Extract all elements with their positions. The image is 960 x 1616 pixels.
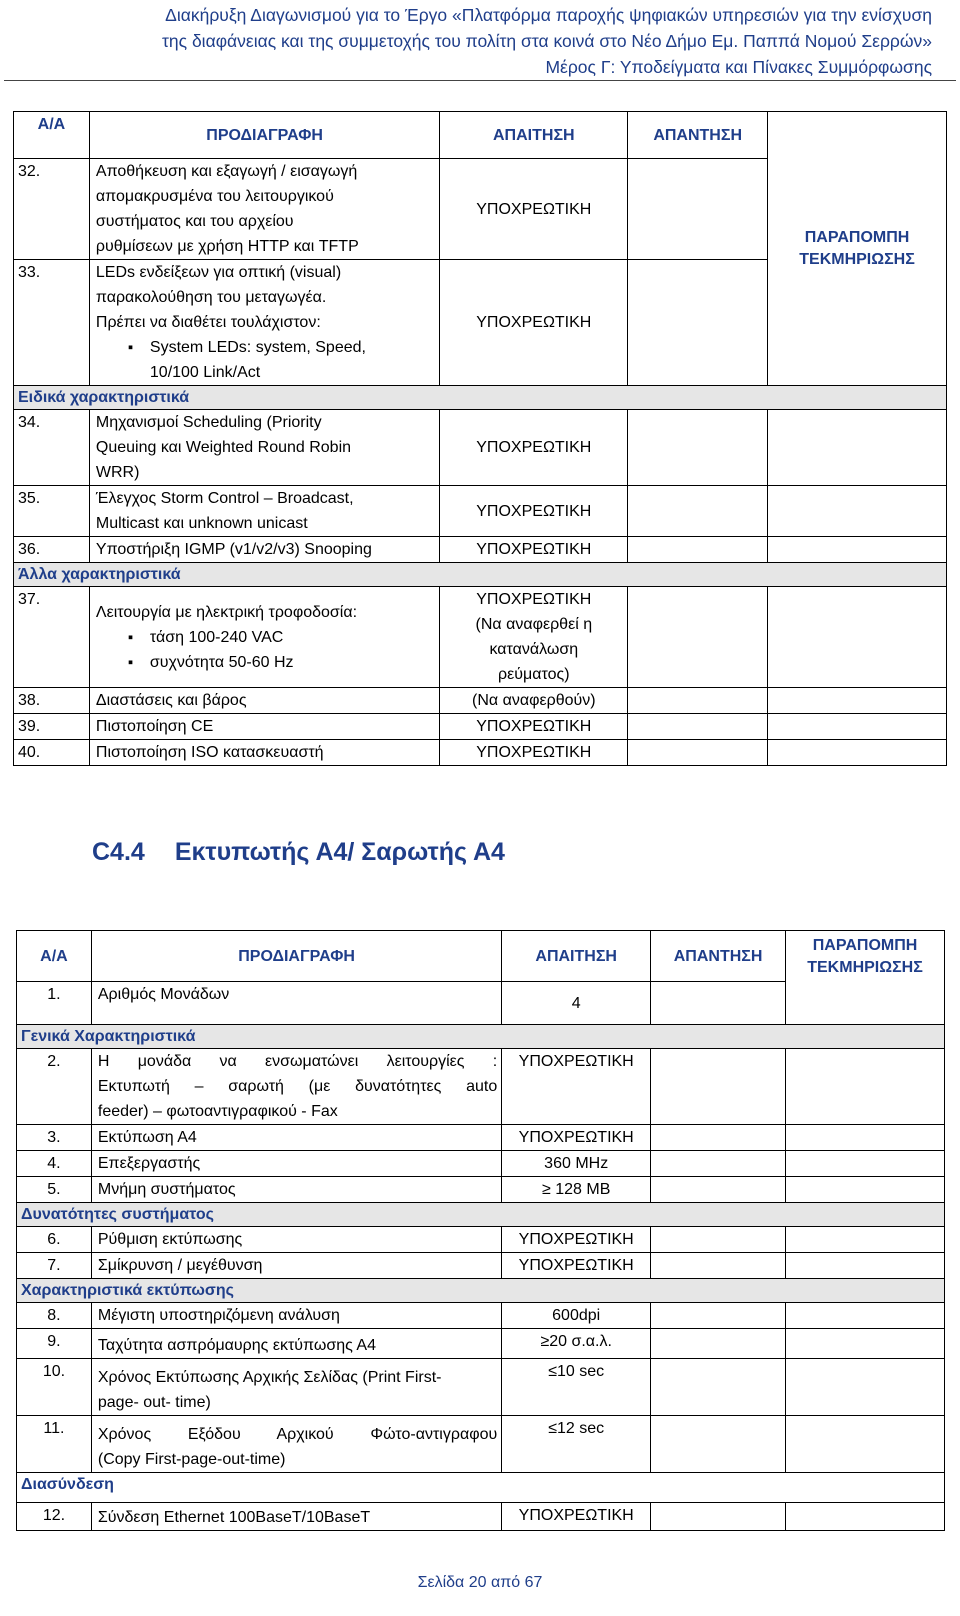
answer-cell[interactable] xyxy=(628,486,768,537)
section-label: Χαρακτηριστικά εκτύπωσης xyxy=(17,1279,945,1303)
header-ref-line-1: ΠΑΡΑΠΟΜΠΗ xyxy=(804,228,910,246)
reference-cell[interactable] xyxy=(786,1359,945,1416)
row-number: 39. xyxy=(14,714,90,740)
spec-line: συστήματος και του αρχείου xyxy=(95,213,294,230)
bullet-list xyxy=(96,625,435,675)
answer-cell[interactable] xyxy=(628,688,768,714)
spec-cell: Πιστοποίηση CE xyxy=(89,714,439,740)
answer-cell[interactable] xyxy=(651,1049,786,1125)
answer-cell[interactable] xyxy=(628,410,768,486)
bullet-item: ▪ συχνότητα 50-60 Hz xyxy=(128,650,435,675)
requirement-cell: ΥΠΟΧΡΕΩΤΙΚΗ xyxy=(502,1253,651,1279)
requirement-cell: ΥΠΟΧΡΕΩΤΙΚΗ xyxy=(440,486,628,537)
answer-cell[interactable] xyxy=(651,1227,786,1253)
row-number: 33. xyxy=(14,260,90,386)
spec-line: Εκτυπωτή – σαρωτή (με δυνατότητες auto xyxy=(97,1078,498,1095)
table-row xyxy=(17,1416,945,1473)
table-row xyxy=(17,1359,945,1416)
answer-cell[interactable] xyxy=(628,740,768,766)
spec-cell xyxy=(89,410,439,486)
answer-cell[interactable] xyxy=(651,1359,786,1416)
spec-line: Έλεγχος Storm Control – Broadcast, xyxy=(95,490,354,507)
spec-line: Λειτουργία με ηλεκτρική τροφοδοσία: xyxy=(95,603,358,621)
header-ref-line-2: ΤΕΚΜΗΡΙΩΣΗΣ xyxy=(807,959,923,976)
spec-line: page- out- time) xyxy=(97,1394,211,1411)
section-heading: Εκτυπωτής Α4/ Σαρωτής Α4 xyxy=(174,838,505,866)
header-ref xyxy=(786,931,945,1025)
answer-cell[interactable] xyxy=(628,537,768,563)
requirement-cell: ≤12 sec xyxy=(502,1416,651,1473)
requirement-cell: ΥΠΟΧΡΕΩΤΙΚΗ xyxy=(502,1227,651,1253)
row-number: 40. xyxy=(14,740,90,766)
spec-cell xyxy=(91,1049,501,1125)
spec-cell: Πιστοποίηση ISO κατασκευαστή xyxy=(89,740,439,766)
reference-cell[interactable] xyxy=(768,688,947,714)
requirement-cell: ΥΠΟΧΡΕΩΤΙΚΗ xyxy=(502,1125,651,1151)
reference-cell[interactable] xyxy=(768,740,947,766)
answer-cell[interactable] xyxy=(651,1151,786,1177)
section-row xyxy=(14,386,947,410)
bullet-text: 10/100 Link/Act xyxy=(149,364,261,381)
requirement-cell: ΥΠΟΧΡΕΩΤΙΚΗ xyxy=(440,740,628,766)
table-row xyxy=(14,740,947,766)
answer-cell[interactable] xyxy=(628,159,768,260)
row-number: 5. xyxy=(17,1177,92,1203)
section-label: Άλλα χαρακτηριστικά xyxy=(14,563,947,587)
compliance-table-switch xyxy=(13,111,947,766)
header-ref-line-2: ΤΕΚΜΗΡΙΩΣΗΣ xyxy=(799,250,915,268)
spec-cell: Ταχύτητα ασπρόμαυρης εκτύπωσης Α4 xyxy=(91,1329,501,1359)
spec-line: Queuing και Weighted Round Robin xyxy=(95,439,352,456)
answer-cell[interactable] xyxy=(651,1503,786,1531)
spec-cell xyxy=(89,260,439,386)
row-number: 4. xyxy=(17,1151,92,1177)
section-row xyxy=(17,1025,945,1049)
requirement-cell: ΥΠΟΧΡΕΩΤΙΚΗ xyxy=(440,260,628,386)
spec-cell xyxy=(91,1359,501,1416)
table-row xyxy=(14,486,947,537)
header-req: ΑΠΑΙΤΗΣΗ xyxy=(502,931,651,982)
spec-cell: Διαστάσεις και βάρος xyxy=(89,688,439,714)
answer-cell[interactable] xyxy=(651,1125,786,1151)
reference-cell[interactable] xyxy=(768,486,947,537)
table-row xyxy=(17,1177,945,1203)
page-footer: Σελίδα 20 από 67 xyxy=(417,1574,543,1591)
row-number: 7. xyxy=(17,1253,92,1279)
answer-cell[interactable] xyxy=(651,1253,786,1279)
section-label: Ειδικά χαρακτηριστικά xyxy=(14,386,947,410)
requirement-cell: 600dpi xyxy=(502,1303,651,1329)
spec-line: παρακολούθηση του μεταγωγέα. xyxy=(95,289,327,306)
answer-cell[interactable] xyxy=(628,587,768,688)
spec-line: feeder) – φωτοαντιγραφικού - Fax xyxy=(97,1103,338,1120)
section-row xyxy=(14,563,947,587)
section-row xyxy=(17,1279,945,1303)
bullet-text: System LEDs: system, Speed, xyxy=(149,339,366,356)
req-line: ρεύματος) xyxy=(498,666,570,683)
answer-cell[interactable] xyxy=(628,260,768,386)
spec-line: WRR) xyxy=(95,464,140,481)
row-number: 11. xyxy=(17,1416,92,1473)
table-row xyxy=(14,537,947,563)
reference-cell[interactable] xyxy=(786,1177,945,1203)
table-row xyxy=(17,1303,945,1329)
table-row xyxy=(17,1503,945,1531)
answer-cell[interactable] xyxy=(651,1177,786,1203)
requirement-cell: 360 MHz xyxy=(502,1151,651,1177)
answer-cell[interactable] xyxy=(651,1303,786,1329)
section-row xyxy=(17,1473,945,1503)
row-number: 38. xyxy=(14,688,90,714)
header-divider xyxy=(4,80,956,81)
spec-line: LEDs ενδείξεων για οπτική (visual) xyxy=(95,264,342,281)
spec-line: Μηχανισμοί Scheduling (Priority xyxy=(95,414,322,431)
reference-cell[interactable] xyxy=(768,714,947,740)
table-header-row xyxy=(17,931,945,982)
header-ref xyxy=(768,112,947,386)
table-row xyxy=(17,1227,945,1253)
reference-cell[interactable] xyxy=(786,1253,945,1279)
reference-cell[interactable] xyxy=(786,1049,945,1125)
answer-cell[interactable] xyxy=(651,1329,786,1359)
row-number: 32. xyxy=(14,159,90,260)
requirement-cell: 4 xyxy=(502,982,651,1025)
compliance-table-printer xyxy=(16,930,945,1531)
spec-cell: Μνήμη συστήματος xyxy=(91,1177,501,1203)
spec-cell: Σμίκρυνση / μεγέθυνση xyxy=(91,1253,501,1279)
row-number: 10. xyxy=(17,1359,92,1416)
row-number: 37. xyxy=(14,587,90,688)
table-row xyxy=(17,1125,945,1151)
req-line: ΥΠΟΧΡΕΩΤΙΚΗ xyxy=(476,591,592,608)
table-row xyxy=(14,714,947,740)
spec-cell xyxy=(91,1416,501,1473)
spec-line: Η μονάδα να ενσωματώνει λειτουργίες : xyxy=(97,1053,498,1070)
spec-line: Χρόνος Εκτύπωσης Αρχικής Σελίδας (Print First- xyxy=(97,1369,442,1386)
bullet-item xyxy=(128,335,435,385)
section-label: Δυνατότητες συστήματος xyxy=(17,1203,945,1227)
reference-cell[interactable] xyxy=(786,1125,945,1151)
reference-cell[interactable] xyxy=(786,1303,945,1329)
header-aa: Α/Α xyxy=(17,931,92,982)
row-number: 8. xyxy=(17,1303,92,1329)
spec-cell: Σύνδεση Ethernet 100BaseT/10BaseT xyxy=(91,1503,501,1531)
reference-cell[interactable] xyxy=(786,1416,945,1473)
header-aa: Α/Α xyxy=(14,112,90,159)
header-line-1: Διακήρυξη Διαγωνισμού για το Έργο «Πλατφόρμα παροχής ψηφιακών υπηρεσιών για την ενίσχυση xyxy=(165,5,932,25)
header-ans: ΑΠΑΝΤΗΣΗ xyxy=(651,931,786,982)
requirement-cell: ≥20 σ.α.λ. xyxy=(502,1329,651,1359)
row-number: 2. xyxy=(17,1049,92,1125)
reference-cell[interactable] xyxy=(786,1503,945,1531)
header-line-2: της διαφάνειας και της συμμετοχής του πολίτη στα κοινά στο Νέο Δήμο Εμ. Παππά Νομού Σερρών» xyxy=(162,31,932,51)
row-number: 3. xyxy=(17,1125,92,1151)
spec-cell xyxy=(89,486,439,537)
header-ans: ΑΠΑΝΤΗΣΗ xyxy=(628,112,768,159)
spec-cell: Υποστήριξη IGMP (v1/v2/v3) Snooping xyxy=(89,537,439,563)
row-number: 9. xyxy=(17,1329,92,1359)
section-label: Διασύνδεση xyxy=(17,1473,945,1503)
spec-cell: Ρύθμιση εκτύπωσης xyxy=(91,1227,501,1253)
table-row xyxy=(17,1253,945,1279)
header-req: ΑΠΑΙΤΗΣΗ xyxy=(440,112,628,159)
reference-cell[interactable] xyxy=(786,1151,945,1177)
reference-cell[interactable] xyxy=(768,537,947,563)
bullet-item: ▪ τάση 100-240 VAC xyxy=(128,625,435,650)
table-row xyxy=(17,1151,945,1177)
requirement-cell xyxy=(440,587,628,688)
spec-line: Χρόνος Εξόδου Αρχικού Φώτο-αντιγραφου xyxy=(97,1426,498,1443)
table-row xyxy=(14,587,947,688)
row-number: 6. xyxy=(17,1227,92,1253)
spec-line: (Copy First-page-out-time) xyxy=(97,1451,286,1468)
spec-cell xyxy=(89,159,439,260)
reference-cell[interactable] xyxy=(768,587,947,688)
requirement-cell: ΥΠΟΧΡΕΩΤΙΚΗ xyxy=(440,410,628,486)
requirement-cell: (Να αναφερθούν) xyxy=(440,688,628,714)
section-row xyxy=(17,1203,945,1227)
spec-cell: Εκτύπωση Α4 xyxy=(91,1125,501,1151)
table-row xyxy=(17,1329,945,1359)
spec-cell: Μέγιστη υποστηριζόμενη ανάλυση xyxy=(91,1303,501,1329)
requirement-cell: ΥΠΟΧΡΕΩΤΙΚΗ xyxy=(440,714,628,740)
header-spec: ΠΡΟΔΙΑΓΡΑΦΗ xyxy=(89,112,439,159)
requirement-cell: ΥΠΟΧΡΕΩΤΙΚΗ xyxy=(502,1049,651,1125)
requirement-cell: ΥΠΟΧΡΕΩΤΙΚΗ xyxy=(502,1503,651,1531)
spec-line: Multicast και unknown unicast xyxy=(95,515,308,532)
table-header-row xyxy=(14,112,947,159)
requirement-cell: ΥΠΟΧΡΕΩΤΙΚΗ xyxy=(440,159,628,260)
row-number: 34. xyxy=(14,410,90,486)
row-number: 35. xyxy=(14,486,90,537)
req-line: (Να αναφερθεί η xyxy=(475,616,593,633)
spec-cell: Αριθμός Μονάδων xyxy=(91,982,501,1025)
section-label: Γενικά Χαρακτηριστικά xyxy=(17,1025,945,1049)
spec-line: Αποθήκευση και εξαγωγή / εισαγωγή xyxy=(95,163,358,180)
spec-cell: Επεξεργαστής xyxy=(91,1151,501,1177)
req-line: κατανάλωση xyxy=(489,641,579,658)
spec-line: ρυθμίσεων με χρήση HTTP και TFTP xyxy=(95,238,359,255)
reference-cell[interactable] xyxy=(786,1329,945,1359)
section-code: C4.4 xyxy=(92,838,145,866)
header-line-3: Μέρος Γ: Υποδείγματα και Πίνακες Συμμόρφωσης xyxy=(545,57,932,77)
reference-cell[interactable] xyxy=(786,1227,945,1253)
bullet-list xyxy=(96,335,435,385)
spec-cell xyxy=(89,587,439,688)
reference-cell[interactable] xyxy=(768,410,947,486)
section-title xyxy=(92,838,505,867)
row-number: 36. xyxy=(14,537,90,563)
header-ref-line-1: ΠΑΡΑΠΟΜΠΗ xyxy=(812,937,918,954)
answer-cell[interactable] xyxy=(651,1416,786,1473)
spec-line: απομακρυσμένα του λειτουργικού xyxy=(95,188,334,205)
header-spec: ΠΡΟΔΙΑΓΡΑΦΗ xyxy=(91,931,501,982)
requirement-cell: ≥ 128 MB xyxy=(502,1177,651,1203)
requirement-cell: ≤10 sec xyxy=(502,1359,651,1416)
page-header xyxy=(0,2,932,80)
answer-cell[interactable] xyxy=(651,982,786,1025)
spec-line: Πρέπει να διαθέτει τουλάχιστον: xyxy=(95,314,321,331)
row-number: 12. xyxy=(17,1503,92,1531)
table-row xyxy=(14,410,947,486)
row-number: 1. xyxy=(17,982,92,1025)
requirement-cell: ΥΠΟΧΡΕΩΤΙΚΗ xyxy=(440,537,628,563)
answer-cell[interactable] xyxy=(628,714,768,740)
table-row xyxy=(17,1049,945,1125)
table-row xyxy=(14,688,947,714)
